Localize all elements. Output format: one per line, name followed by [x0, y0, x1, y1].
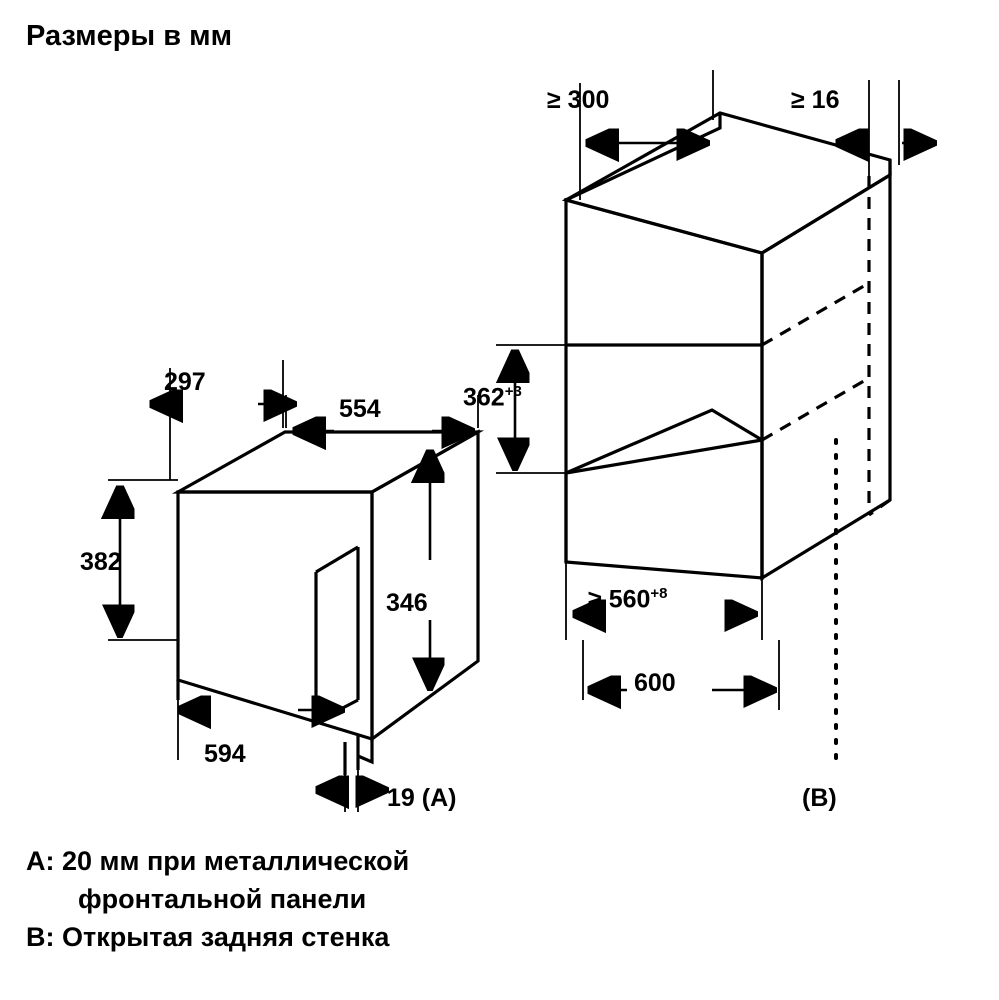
legend-a-key: A: — [26, 846, 55, 876]
legend-b-key: B: — [26, 922, 55, 952]
dim-side-clearance-16: ≥ 16 — [791, 86, 840, 114]
dim-height-382: 382 — [80, 548, 122, 576]
marker-b-label: (B) — [802, 784, 837, 812]
dim-front-width-594: 594 — [204, 740, 246, 768]
dim-top-clearance-300: ≥ 300 — [547, 86, 610, 114]
legend-a-row — [26, 842, 409, 880]
dim-niche-height-362: $362^{+3}$ — [463, 383, 522, 412]
dim-cabinet-width-600: 600 — [634, 669, 676, 697]
legend-a-line2: фронтальной панели — [78, 884, 367, 914]
dim-front-panel-19: 19 (A) — [387, 784, 457, 812]
dim-niche-width-560: ≥ $560^{+8}$ — [588, 585, 668, 614]
page-title: Размеры в мм — [26, 20, 233, 52]
dim-width-554: 554 — [339, 395, 381, 423]
legend-a-line1: 20 мм при металлической — [62, 846, 410, 876]
legend-b-text: Открытая задняя стенка — [62, 922, 390, 952]
legend-b-row — [26, 918, 409, 956]
dim-depth-297: 297 — [164, 368, 206, 396]
legend — [26, 842, 409, 956]
dim-front-height-346: 346 — [386, 589, 428, 617]
